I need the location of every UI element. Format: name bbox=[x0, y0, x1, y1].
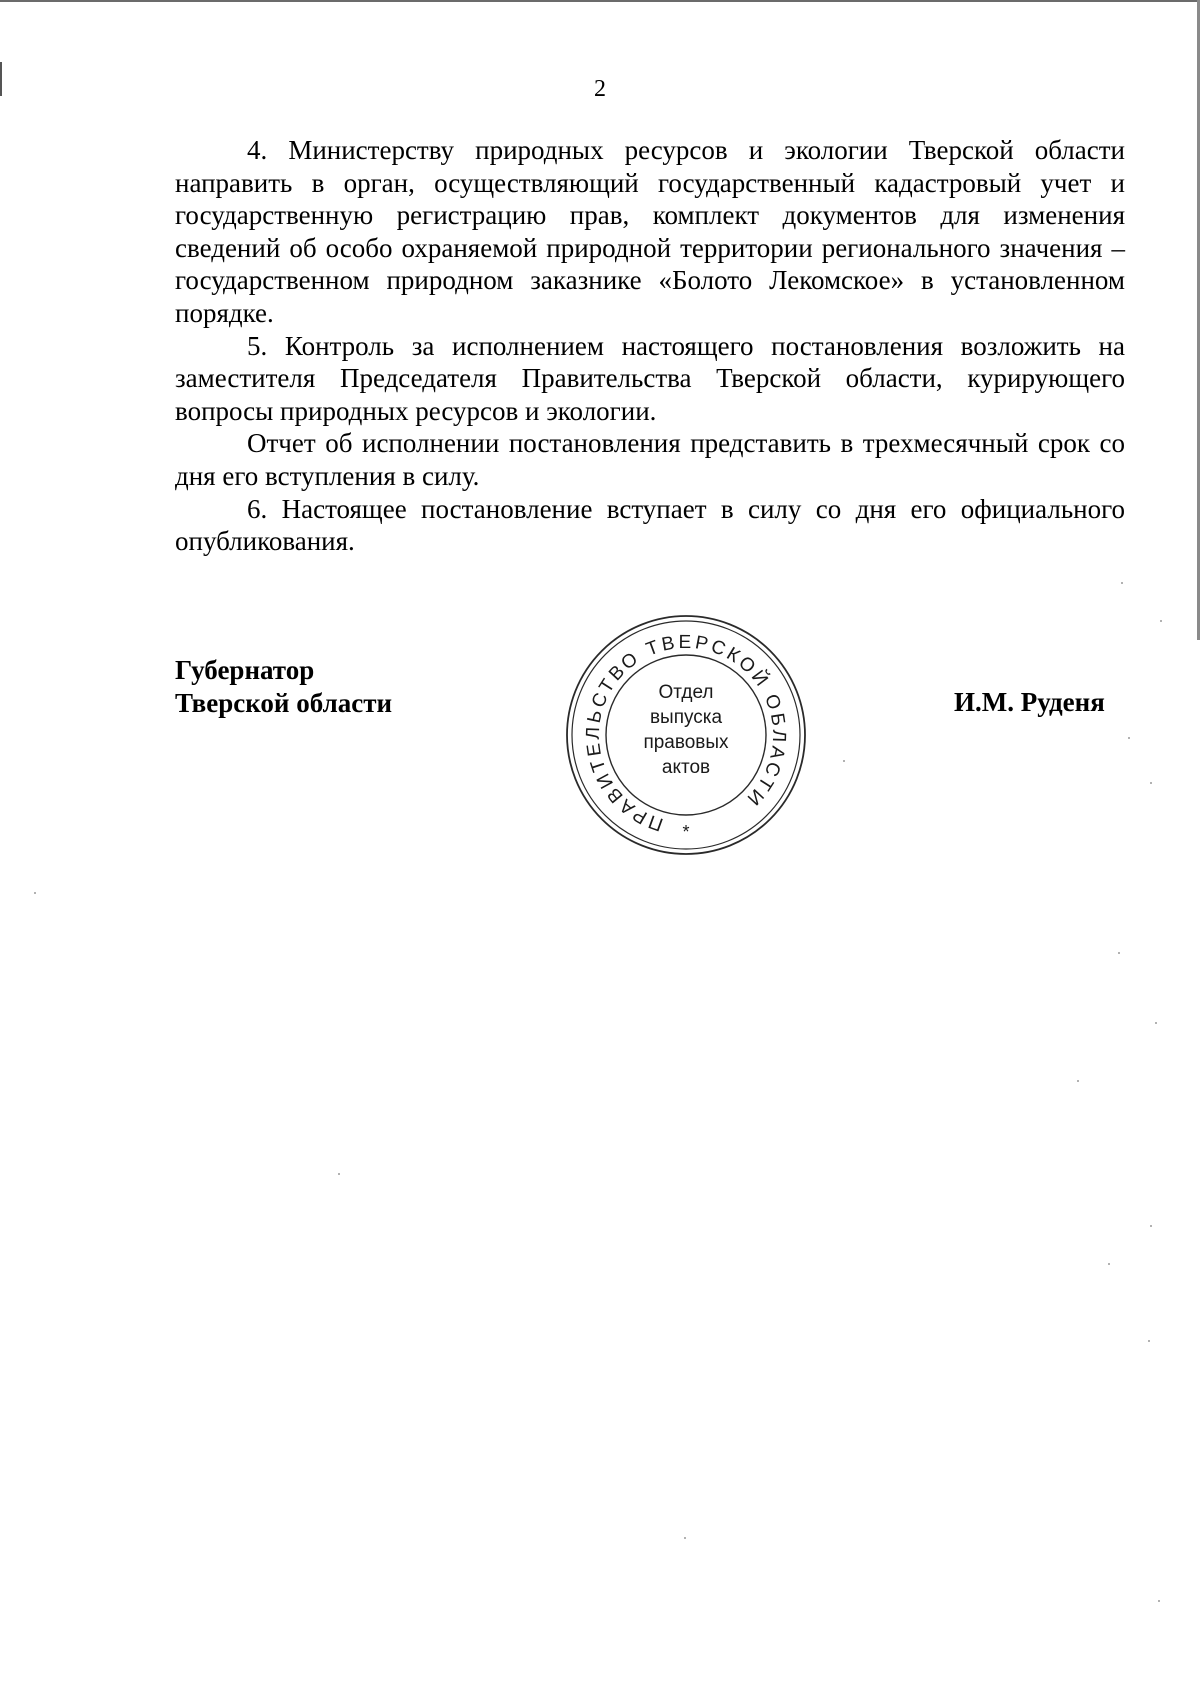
paragraph-6: 6. Настоящее постановление вступает в силу со дня его официального опубликования. bbox=[175, 493, 1125, 557]
scan-speck bbox=[684, 1537, 686, 1539]
page-number: 2 bbox=[594, 76, 606, 102]
scan-edge-top bbox=[0, 0, 1200, 2]
scan-speck bbox=[1108, 1263, 1110, 1265]
scan-speck bbox=[1150, 782, 1152, 784]
stamp-center-line-1: Отдел bbox=[658, 682, 714, 703]
scan-speck bbox=[1160, 620, 1162, 622]
stamp-ring-text: ПРАВИТЕЛЬСТВО ТВЕРСКОЙ ОБЛАСТИ bbox=[582, 631, 790, 835]
scan-speck bbox=[1077, 1080, 1079, 1082]
stamp-center-line-4: актов bbox=[661, 757, 711, 778]
scan-speck bbox=[34, 892, 36, 894]
stamp-center-line-3: правовых bbox=[643, 732, 729, 753]
signer-title-line-2: Тверской области bbox=[175, 687, 393, 718]
stamp-center-text bbox=[623, 680, 749, 780]
signer-title bbox=[175, 654, 392, 719]
signer-name: И.М. Руденя bbox=[954, 687, 1105, 717]
stamp-star: * bbox=[682, 822, 690, 842]
scan-speck bbox=[1121, 582, 1123, 584]
scan-speck bbox=[843, 760, 845, 762]
paragraph-5: 5. Контроль за исполнением настоящего постановления возложить на заместителя Председателя Правительства Тверской области, курирующего вопросы природных ресурсов и экологии. bbox=[175, 330, 1125, 426]
document-body bbox=[175, 134, 1125, 558]
stamp-center-line-2: выпуска bbox=[649, 707, 723, 728]
scan-speck bbox=[1128, 737, 1130, 739]
scan-speck bbox=[1150, 1225, 1152, 1227]
scan-speck bbox=[338, 1173, 340, 1175]
scan-speck bbox=[1158, 1600, 1160, 1602]
scan-speck bbox=[1118, 952, 1120, 954]
paragraph-report: Отчет об исполнении постановления представить в трехмесячный срок со дня его вступления в силу. bbox=[175, 428, 1125, 491]
scan-speck bbox=[1155, 1022, 1157, 1024]
scan-speck bbox=[1148, 1340, 1150, 1342]
signer-title-line-1: Губернатор bbox=[175, 655, 315, 685]
paragraph-4: 4. Министерству природных ресурсов и экологии Тверской области направить в орган, осуществляющий государственный кадастровый учет и государственную регистрацию прав, комплект документов для изменения сведений об особо охраняемой природной территории регионального значения – государственном природном заказнике «Болото Лекомское» в установленном порядке. bbox=[175, 135, 1125, 328]
